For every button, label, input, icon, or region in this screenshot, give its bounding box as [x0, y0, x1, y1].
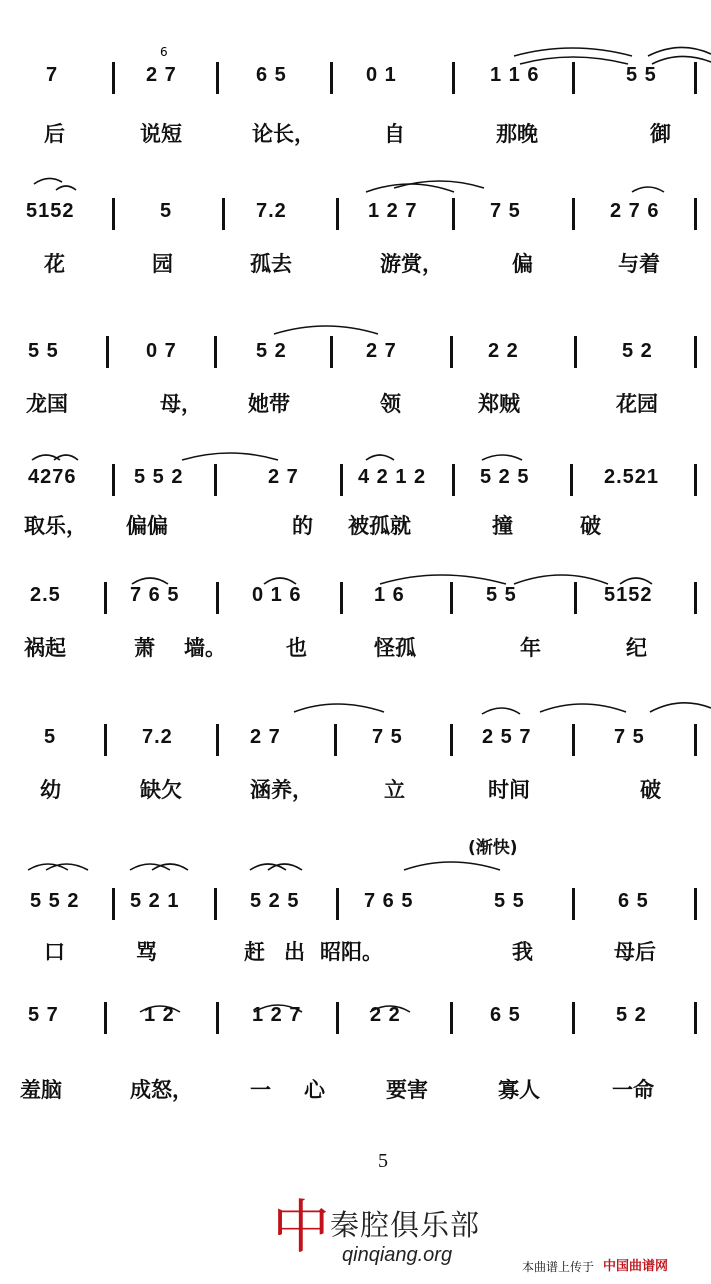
note-group: 6 5 — [256, 64, 287, 86]
lyric: 墙。 — [184, 636, 226, 660]
note-group: 2 7 — [250, 726, 281, 748]
lyric: 我 — [512, 940, 533, 964]
lyric: 口 — [44, 940, 65, 964]
lyric: 破 — [580, 514, 601, 538]
note-group: 2 7 — [146, 64, 177, 86]
note-group: 6 5 — [490, 1004, 521, 1026]
lyric: 母后 — [614, 940, 656, 964]
bar-line — [572, 1002, 575, 1034]
lyric: 昭阳。 — [320, 940, 383, 964]
note-group: 2 2 — [488, 340, 519, 362]
note-group: 5 2 5 — [250, 890, 300, 912]
bar-line — [214, 888, 217, 920]
score-system-2 — [0, 170, 711, 320]
bar-line — [334, 724, 337, 756]
bar-line — [216, 724, 219, 756]
slur-marks — [0, 40, 711, 100]
lyric: 被孤就 — [348, 514, 411, 538]
lyric: 她带 — [248, 392, 290, 416]
lyric: 领 — [380, 392, 401, 416]
lyric: 自 — [384, 122, 405, 146]
note-group: 5 2 5 — [480, 466, 530, 488]
lyric: 游赏， — [380, 252, 443, 276]
note-group: 5 5 — [28, 340, 59, 362]
bar-line — [340, 464, 343, 496]
bar-line — [104, 582, 107, 614]
bar-line — [222, 198, 225, 230]
lyric: 萧 — [134, 636, 155, 660]
note-group: 5 2 — [622, 340, 653, 362]
bar-line — [112, 888, 115, 920]
note-group: 7 6 5 — [130, 584, 180, 606]
note-group: 1 1 6 — [490, 64, 540, 86]
bar-line — [694, 724, 697, 756]
club-name: 秦腔俱乐部 — [330, 1208, 481, 1242]
lyric: 一命 — [612, 1078, 654, 1102]
lyric: 撞 — [492, 514, 513, 538]
lyric: 郑贼 — [478, 392, 520, 416]
lyric: 要害 — [386, 1078, 428, 1102]
bar-line — [112, 198, 115, 230]
lyric: 赶 — [244, 940, 265, 964]
lyric: 出 — [284, 940, 305, 964]
bar-line — [572, 724, 575, 756]
note-group: 7 5 — [614, 726, 645, 748]
score-system-6 — [0, 690, 711, 840]
score-system-5 — [0, 560, 711, 710]
upload-note: 本曲谱上传于 — [522, 1260, 595, 1274]
lyric: 纪 — [626, 636, 647, 660]
bar-line — [340, 582, 343, 614]
lyric: 成怒， — [130, 1078, 193, 1102]
note-group: 4 2 1 2 — [358, 466, 427, 488]
score-system-3 — [0, 310, 711, 460]
bar-line — [214, 464, 217, 496]
note-group: 1 2 — [144, 1004, 175, 1026]
note-group: 2 7 — [366, 340, 397, 362]
note-group: 7 — [46, 64, 59, 86]
note-group: 1 2 7 — [252, 1004, 302, 1026]
lyric: 母， — [160, 392, 202, 416]
lyric: 后 — [44, 122, 65, 146]
slur-marks — [0, 170, 711, 230]
bar-line — [572, 62, 575, 94]
note-group: 2 7 — [268, 466, 299, 488]
bar-line — [572, 198, 575, 230]
bar-line — [694, 198, 697, 230]
bar-line — [572, 888, 575, 920]
note-group: 0 7 — [146, 340, 177, 362]
lyric: 那晚 — [496, 122, 538, 146]
note-group: 0 1 — [366, 64, 397, 86]
club-url: qinqiang.org — [342, 1244, 453, 1266]
bar-line — [574, 336, 577, 368]
bar-line — [452, 62, 455, 94]
bar-line — [336, 1002, 339, 1034]
note-group: 5 5 — [486, 584, 517, 606]
lyric: 幼 — [40, 778, 61, 802]
bar-line — [112, 464, 115, 496]
lyric: 时间 — [488, 778, 530, 802]
bar-line — [336, 888, 339, 920]
bar-line — [104, 1002, 107, 1034]
bar-line — [330, 336, 333, 368]
bar-line — [216, 582, 219, 614]
bar-line — [104, 724, 107, 756]
note-group: 0 1 6 — [252, 584, 302, 606]
score-system-1 — [0, 40, 711, 190]
grace-note-mark: 6 — [160, 45, 168, 59]
bar-line — [574, 582, 577, 614]
bar-line — [694, 336, 697, 368]
note-group: 5 2 — [616, 1004, 647, 1026]
page-number: 5 — [378, 1150, 388, 1172]
site-logo: 中国曲谱网 — [603, 1259, 669, 1274]
lyric: 也 — [286, 636, 307, 660]
note-group: 5152 — [604, 584, 653, 606]
note-group: 1 2 7 — [368, 200, 418, 222]
bar-line — [694, 888, 697, 920]
bar-line — [336, 198, 339, 230]
bar-line — [106, 336, 109, 368]
bar-line — [452, 198, 455, 230]
bar-line — [570, 464, 573, 496]
lyric: 年 — [520, 636, 541, 660]
note-group: 1 6 — [374, 584, 405, 606]
note-group: 2.5 — [30, 584, 61, 606]
note-group: 5 5 — [626, 64, 657, 86]
bar-line — [214, 336, 217, 368]
bar-line — [694, 464, 697, 496]
bar-line — [450, 336, 453, 368]
note-group: 5 2 — [256, 340, 287, 362]
lyric: 破 — [640, 778, 661, 802]
lyric: 花 — [44, 252, 65, 276]
note-group: 5 — [44, 726, 57, 748]
tempo-mark: (渐快) — [468, 838, 518, 858]
lyric: 说短 — [140, 122, 182, 146]
bar-line — [330, 62, 333, 94]
bar-line — [216, 1002, 219, 1034]
bar-line — [452, 464, 455, 496]
slur-marks — [0, 840, 711, 900]
lyric: 缺欠 — [140, 778, 182, 802]
note-group: 5152 — [26, 200, 75, 222]
note-group: 6 5 — [618, 890, 649, 912]
note-group: 2 2 — [370, 1004, 401, 1026]
lyric: 寡人 — [498, 1078, 540, 1102]
lyric: 的 — [292, 514, 313, 538]
lyric: 怪孤 — [374, 636, 416, 660]
lyric: 立 — [384, 778, 405, 802]
bar-line — [450, 582, 453, 614]
bar-line — [450, 1002, 453, 1034]
lyric: 羞脑 — [20, 1078, 62, 1102]
lyric: 心 — [304, 1078, 325, 1102]
lyric: 论长， — [252, 122, 315, 146]
score-system-7 — [0, 840, 711, 990]
lyric: 一 — [250, 1078, 271, 1102]
lyric: 孤去 — [250, 252, 292, 276]
lyric: 偏偏 — [126, 514, 168, 538]
note-group: 7 5 — [490, 200, 521, 222]
note-group: 5 7 — [28, 1004, 59, 1026]
lyric: 龙国 — [26, 392, 68, 416]
bar-line — [450, 724, 453, 756]
bar-line — [694, 62, 697, 94]
lyric: 骂 — [136, 940, 157, 964]
note-group: 7 6 5 — [364, 890, 414, 912]
club-logo-icon: 中 — [272, 1193, 331, 1261]
note-group: 5 5 2 — [30, 890, 80, 912]
note-group: 2 7 6 — [610, 200, 660, 222]
lyric: 偏 — [512, 252, 533, 276]
bar-line — [216, 62, 219, 94]
lyric: 与着 — [618, 252, 660, 276]
lyric: 御 — [650, 122, 671, 146]
note-group: 5 5 — [494, 890, 525, 912]
note-group: 7 5 — [372, 726, 403, 748]
note-group: 5 — [160, 200, 173, 222]
note-group: 7.2 — [256, 200, 287, 222]
note-group: 4276 — [28, 466, 77, 488]
lyric: 花园 — [616, 392, 658, 416]
note-group: 7.2 — [142, 726, 173, 748]
bar-line — [112, 62, 115, 94]
note-group: 5 5 2 — [134, 466, 184, 488]
score-system-8 — [0, 990, 711, 1140]
bar-line — [694, 582, 697, 614]
note-group: 2.521 — [604, 466, 660, 488]
lyric: 园 — [152, 252, 173, 276]
note-group: 5 2 1 — [130, 890, 180, 912]
note-group: 2 5 7 — [482, 726, 532, 748]
lyric: 取乐， — [24, 514, 87, 538]
lyric: 祸起 — [24, 636, 66, 660]
bar-line — [694, 1002, 697, 1034]
lyric: 涵养， — [250, 778, 313, 802]
